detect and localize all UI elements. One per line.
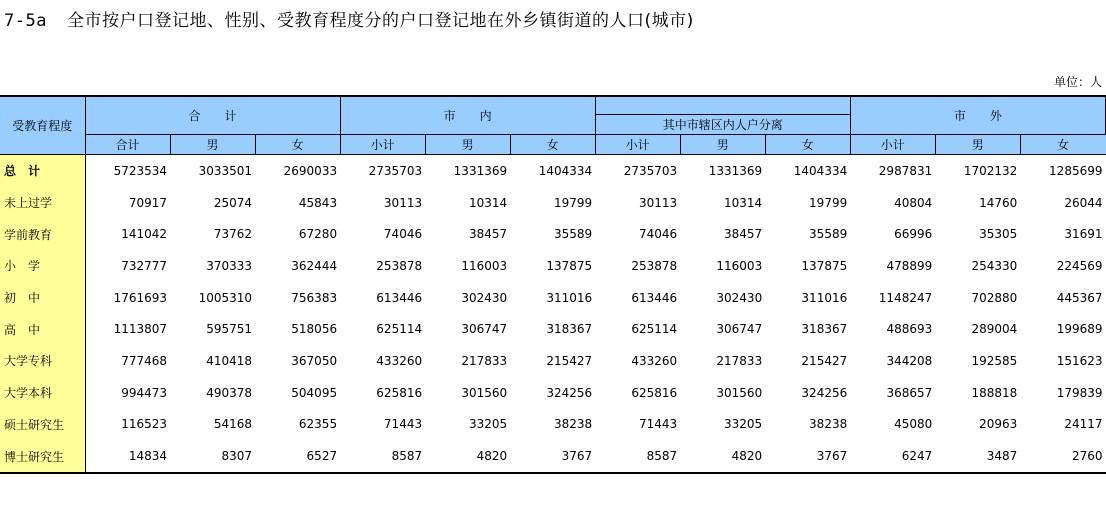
table-cell: 5723534 — [113, 163, 168, 178]
row-label: 总 计 — [0, 155, 85, 187]
table-cell: 518056 — [291, 322, 338, 337]
table-cell: 613446 — [631, 290, 678, 305]
table-cell: 14760 — [979, 195, 1018, 210]
table-cell: 6527 — [255, 440, 340, 473]
group-header-in-city: 市 内 — [340, 96, 595, 135]
column-header: 女 — [1020, 135, 1105, 155]
table-cell: 301560 — [716, 385, 763, 400]
table-cell: 1148247 — [878, 290, 933, 305]
table-cell: 253878 — [631, 258, 678, 273]
table-cell: 370333 — [206, 258, 253, 273]
table-cell: 116003 — [716, 258, 763, 273]
table-cell: 215427 — [801, 353, 848, 368]
table-cell: 217833 — [461, 353, 508, 368]
table-cell: 19799 — [809, 195, 848, 210]
table-cell: 137875 — [801, 258, 848, 273]
table-cell: 45080 — [894, 417, 933, 432]
table-cell: 324256 — [546, 385, 593, 400]
table-cell: 10314 — [468, 195, 508, 210]
row-label: 初 中 — [0, 282, 85, 314]
table-cell: 38457 — [724, 227, 763, 242]
table-cell: 31691 — [1064, 227, 1103, 242]
table-row — [0, 409, 1106, 441]
table-cell: 3033501 — [198, 163, 253, 178]
row-label: 大学专科 — [0, 345, 85, 377]
table-row — [0, 218, 1106, 250]
table-cell: 4820 — [425, 440, 510, 473]
column-header: 小计 — [340, 135, 425, 155]
table-cell: 1331369 — [453, 163, 508, 178]
table-cell: 344208 — [886, 353, 933, 368]
column-header: 小计 — [595, 135, 680, 155]
table-row — [0, 187, 1106, 219]
table-cell: 33205 — [468, 417, 508, 432]
table-body — [0, 155, 1106, 473]
table-cell: 54168 — [213, 417, 253, 432]
table-cell: 8307 — [170, 440, 255, 473]
table-cell: 20963 — [979, 417, 1018, 432]
table-cell: 1113807 — [113, 322, 168, 337]
table-row — [0, 345, 1106, 377]
table-cell: 1761693 — [113, 290, 168, 305]
table-cell: 4820 — [680, 440, 765, 473]
table-cell: 35589 — [553, 227, 593, 242]
column-header: 男 — [425, 135, 510, 155]
table-cell: 756383 — [291, 290, 338, 305]
table-cell: 302430 — [461, 290, 508, 305]
table-title: 全市按户口登记地、性别、受教育程度分的户口登记地在外乡镇街道的人口(城市) — [66, 11, 694, 31]
table-cell: 306747 — [461, 322, 508, 337]
table-cell: 2690033 — [283, 163, 338, 178]
table-cell: 2987831 — [878, 163, 933, 178]
table-row — [0, 377, 1106, 409]
table-cell: 30113 — [383, 195, 423, 210]
table-cell: 45843 — [298, 195, 338, 210]
page-title — [4, 6, 694, 31]
table-cell: 116523 — [121, 417, 168, 432]
table-cell: 116003 — [461, 258, 508, 273]
table-cell: 2735703 — [368, 163, 423, 178]
row-label: 学前教育 — [0, 218, 85, 250]
column-header: 女 — [255, 135, 340, 155]
column-header: 女 — [510, 135, 595, 155]
table-cell: 217833 — [716, 353, 763, 368]
column-header: 小计 — [850, 135, 935, 155]
table-cell: 445367 — [1056, 290, 1103, 305]
column-header: 女 — [765, 135, 850, 155]
subgroup-header: 其中市辖区内人户分离 — [595, 115, 850, 135]
table-cell: 490378 — [206, 385, 253, 400]
table-cell: 30113 — [639, 195, 678, 210]
table-cell: 74046 — [383, 227, 423, 242]
table-cell: 137875 — [546, 258, 593, 273]
column-header: 男 — [680, 135, 765, 155]
table-cell: 26044 — [1064, 195, 1103, 210]
table-cell: 215427 — [546, 353, 593, 368]
table-cell: 410418 — [206, 353, 253, 368]
table-cell: 3767 — [510, 440, 595, 473]
data-table — [0, 95, 1106, 474]
table-row — [0, 155, 1106, 187]
table-cell: 40804 — [894, 195, 933, 210]
table-cell: 488693 — [886, 322, 933, 337]
table-cell: 73762 — [213, 227, 253, 242]
row-label: 博士研究生 — [0, 440, 85, 473]
table-cell: 62355 — [298, 417, 338, 432]
table-row — [0, 282, 1106, 314]
table-cell: 625816 — [376, 385, 423, 400]
row-label: 高 中 — [0, 313, 85, 345]
table-cell: 6247 — [850, 440, 935, 473]
table-cell: 70917 — [128, 195, 168, 210]
table-cell: 702880 — [971, 290, 1018, 305]
table-cell: 1331369 — [708, 163, 763, 178]
row-label: 大学本科 — [0, 377, 85, 409]
table-cell: 38457 — [468, 227, 508, 242]
table-row — [0, 250, 1106, 282]
table-cell: 362444 — [291, 258, 338, 273]
table-cell: 24117 — [1064, 417, 1103, 432]
table-cell: 188818 — [971, 385, 1018, 400]
table-cell: 1404334 — [538, 163, 593, 178]
table-cell: 38238 — [553, 417, 593, 432]
table-cell: 289004 — [971, 322, 1018, 337]
table-cell: 74046 — [639, 227, 678, 242]
table-cell: 367050 — [291, 353, 338, 368]
table-cell: 179839 — [1056, 385, 1103, 400]
table-cell: 433260 — [631, 353, 678, 368]
table-row — [0, 440, 1106, 473]
table-cell: 25074 — [213, 195, 253, 210]
table-cell: 192585 — [971, 353, 1018, 368]
table-row — [0, 313, 1106, 345]
table-cell: 10314 — [724, 195, 763, 210]
table-cell: 318367 — [546, 322, 593, 337]
table-cell: 38238 — [809, 417, 848, 432]
table-cell: 732777 — [121, 258, 168, 273]
table-cell: 35589 — [809, 227, 848, 242]
row-label: 未上过学 — [0, 187, 85, 219]
table-cell: 2760 — [1020, 440, 1105, 473]
table-cell: 301560 — [461, 385, 508, 400]
table-cell: 777468 — [121, 353, 168, 368]
table-cell: 253878 — [376, 258, 423, 273]
column-header: 男 — [170, 135, 255, 155]
table-cell: 595751 — [206, 322, 253, 337]
subgroup-spacer — [595, 96, 850, 115]
table-cell: 8587 — [340, 440, 425, 473]
table-cell: 504095 — [291, 385, 338, 400]
table-cell: 199689 — [1056, 322, 1103, 337]
table-cell: 994473 — [121, 385, 168, 400]
table-cell: 324256 — [801, 385, 848, 400]
table-cell: 311016 — [546, 290, 593, 305]
table-cell: 433260 — [376, 353, 423, 368]
table-cell: 625816 — [631, 385, 678, 400]
group-header-total: 合 计 — [85, 96, 340, 135]
table-cell: 625114 — [376, 322, 423, 337]
table-cell: 625114 — [631, 322, 678, 337]
table-cell: 141042 — [121, 227, 168, 242]
table-cell: 3767 — [765, 440, 850, 473]
table-cell: 151623 — [1056, 353, 1103, 368]
table-cell: 8587 — [595, 440, 680, 473]
table-cell: 19799 — [553, 195, 593, 210]
table-cell: 66996 — [894, 227, 933, 242]
table-cell: 613446 — [376, 290, 423, 305]
table-cell: 14834 — [85, 440, 170, 473]
table-cell: 35305 — [979, 227, 1018, 242]
table-cell: 1404334 — [793, 163, 848, 178]
table-cell: 33205 — [724, 417, 763, 432]
table-cell: 368657 — [886, 385, 933, 400]
table-code: 7-5a — [4, 11, 47, 31]
column-header: 合计 — [85, 135, 170, 155]
table-cell: 1702132 — [963, 163, 1018, 178]
table-cell: 311016 — [801, 290, 848, 305]
row-header: 受教育程度 — [0, 96, 85, 155]
group-header-out-city: 市 外 — [850, 96, 1105, 135]
table-cell: 318367 — [801, 322, 848, 337]
table-cell: 302430 — [716, 290, 763, 305]
table-cell: 1285699 — [1049, 163, 1103, 178]
table-cell: 254330 — [971, 258, 1018, 273]
table-cell: 1005310 — [198, 290, 253, 305]
unit-label: 单位：人 — [1053, 75, 1102, 89]
row-label: 硕士研究生 — [0, 409, 85, 441]
table-cell: 306747 — [716, 322, 763, 337]
row-label: 小 学 — [0, 250, 85, 282]
table-cell: 71443 — [639, 417, 678, 432]
column-header: 男 — [935, 135, 1020, 155]
table-cell: 224569 — [1056, 258, 1103, 273]
table-cell: 67280 — [298, 227, 338, 242]
column-header-row — [0, 135, 1106, 155]
table-cell: 2735703 — [623, 163, 678, 178]
table-cell: 478899 — [886, 258, 933, 273]
table-cell: 3487 — [935, 440, 1020, 473]
table-cell: 71443 — [383, 417, 423, 432]
